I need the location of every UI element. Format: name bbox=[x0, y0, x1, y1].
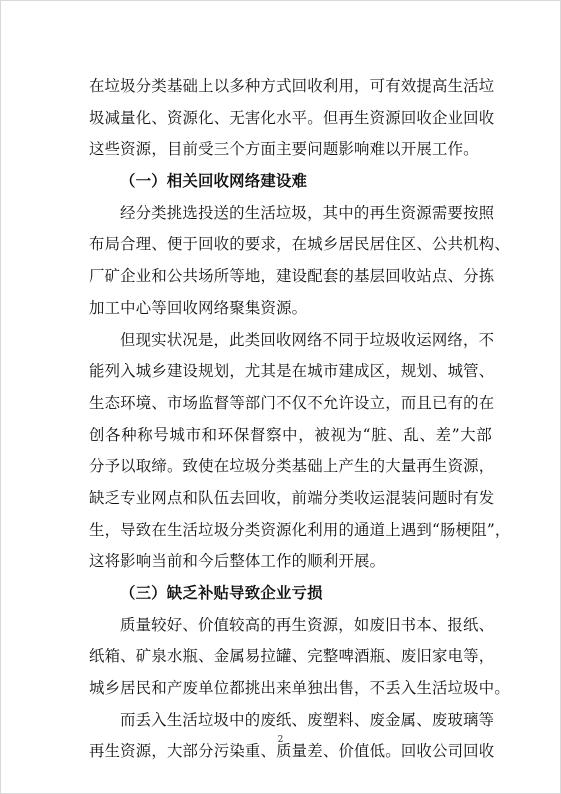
text-line: 生态环境、市场监督等部门不仅不允许设立，而且已有的在 bbox=[89, 393, 495, 412]
text-line: 加工中心等回收网络聚集资源。 bbox=[89, 298, 308, 317]
section-heading: （三）缺乏补贴导致企业亏损 bbox=[120, 584, 323, 602]
text-line: 布局合理、便于回收的要求，在城乡居民居住区、公共机构、 bbox=[89, 235, 510, 254]
section-heading: （一）相关回收网络建设难 bbox=[120, 172, 308, 191]
text-line: 这些资源，目前受三个方面主要问题影响难以开展工作。 bbox=[89, 140, 479, 159]
text-line: 质量较好、价值较高的再生资源，如废旧书本、报纸、 bbox=[120, 615, 495, 634]
text-line: 厂矿企业和公共场所等地，建设配套的基层回收站点、分拣 bbox=[89, 267, 495, 286]
text-line: 城乡居民和产废单位都挑出来单独出售，不丢入生活垃圾中。 bbox=[89, 679, 510, 698]
text-line: 经分类挑选投送的生活垃圾，其中的再生资源需要按照 bbox=[120, 203, 495, 222]
text-line: 再生资源，大部分污染重、质量差、价值低。回收公司回收 bbox=[89, 742, 495, 761]
text-line: 这将影响当前和今后整体工作的顺利开展。 bbox=[89, 552, 386, 571]
text-line: 而丢入生活垃圾中的废纸、废塑料、废金属、废玻璃等 bbox=[120, 710, 495, 729]
body-text bbox=[89, 71, 511, 768]
text-line: 能列入城乡建设规划，尤其是在城市建成区，规划、城管、 bbox=[89, 362, 495, 381]
text-line: 圾减量化、资源化、无害化水平。但再生资源回收企业回收 bbox=[89, 108, 495, 127]
text-line: 但现实状况是，此类回收网络不同于垃圾收运网络，不 bbox=[120, 330, 495, 349]
text-line: 缺乏专业网点和队伍去回收，前端分类收运混装问题时有发 bbox=[89, 488, 495, 507]
text-line: 创各种称号城市和环保督察中，被视为“脏、乱、差”大部 bbox=[89, 425, 492, 444]
text-line: 在垃圾分类基础上以多种方式回收利用，可有效提高生活垃 bbox=[89, 77, 495, 95]
text-line: 分予以取缔。致使在垃圾分类基础上产生的大量再生资源， bbox=[89, 457, 495, 476]
page-number: 2 bbox=[277, 735, 284, 745]
text-line: 生，导致在生活垃圾分类资源化利用的通道上遇到“肠梗阻”， bbox=[89, 520, 511, 539]
text-line: 纸箱、矿泉水瓶、金属易拉罐、完整啤酒瓶、废旧家电等， bbox=[89, 647, 495, 666]
